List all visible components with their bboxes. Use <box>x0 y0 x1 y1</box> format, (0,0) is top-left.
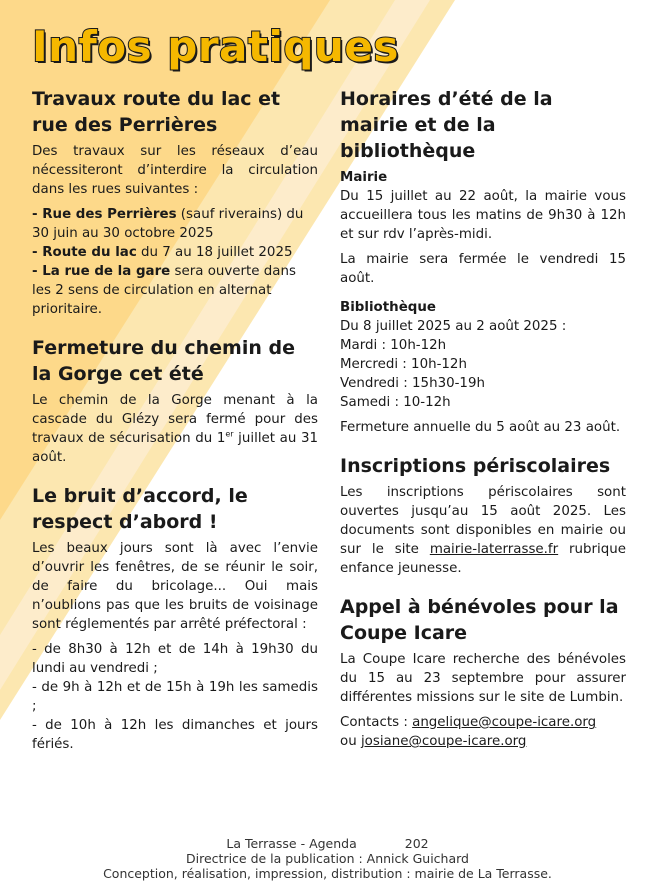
periscolaire-text-b: rubrique enfance jeunesse. <box>340 542 626 576</box>
biblio-hours: Mardi : 10h-12h <box>340 338 447 353</box>
section-periscolaire <box>340 453 626 578</box>
biblio-closed: Fermeture annuelle du 5 août au 23 août. <box>340 420 621 435</box>
travaux-item <box>32 205 318 243</box>
travaux-item <box>32 243 318 262</box>
periscolaire-text-a: Les inscriptions périscolaires sont ouvertes jusqu’au 15 août 2025. Les documents sont disponibles en mairie ou sur le site <box>340 485 626 557</box>
heading-bruit: Le bruit d’accord, le respect d’abord ! <box>32 485 248 533</box>
travaux-item-text: (sauf riverains) du 30 juin au 30 octobre 2025 <box>32 207 304 241</box>
page-number: 202 <box>404 836 429 851</box>
biblio-hours: Mercredi : 10h-12h <box>340 357 467 372</box>
gorge-sup: er <box>225 429 234 439</box>
gorge-text-a: Le chemin de la Gorge menant à la cascade du Glézy sera fermé pour des travaux de sécurisation du 1 <box>32 393 318 446</box>
contacts-line <box>340 713 626 732</box>
travaux-intro: Des travaux sur les réseaux d’eau nécessiteront d’interdire la circulation dans les rues suivantes : <box>32 144 318 197</box>
gorge-text-b: juillet au 31 août. <box>32 431 318 465</box>
footer-line-1 <box>0 836 655 851</box>
section-benevoles <box>340 594 626 751</box>
travaux-item-bold: - Rue des Perrières <box>32 207 177 222</box>
right-column <box>340 86 626 767</box>
bruit-item: - de 9h à 12h et de 15h à 19h les samedis ; <box>32 680 318 714</box>
contacts-or: ou <box>340 734 361 749</box>
page-title: Infos pratiques <box>32 22 399 71</box>
bruit-item: - de 10h à 12h les dimanches et jours fériés. <box>32 718 318 752</box>
section-bruit <box>32 483 318 754</box>
biblio-hours: Samedi : 10-12h <box>340 395 451 410</box>
email-link-angelique[interactable]: angelique@coupe-icare.org <box>412 715 597 730</box>
periscolaire-text <box>340 483 626 578</box>
travaux-item-text: sera ouverte dans les 2 sens de circulation en alternat prioritaire. <box>32 264 296 317</box>
footer-agenda: La Terrasse - Agenda <box>226 836 357 851</box>
travaux-item-bold: - La rue de la gare <box>32 264 171 279</box>
mairie-label: Mairie <box>340 170 388 185</box>
benevoles-text: La Coupe Icare recherche des bénévoles du 15 au 23 septembre pour assurer différentes missions sur le site de Lumbin. <box>340 652 626 705</box>
footer-line-2: Directrice de la publication : Annick Guichard <box>186 851 469 866</box>
mairie-text: Du 15 juillet au 22 août, la mairie vous accueillera tous les matins de 9h30 à 12h et sur rdv l’après-midi. <box>340 189 626 242</box>
biblio-hours: Vendredi : 15h30-19h <box>340 376 485 391</box>
footer <box>0 836 655 881</box>
email-link-josiane[interactable]: josiane@coupe-icare.org <box>360 734 527 749</box>
bruit-item: - de 8h30 à 12h et de 14h à 19h30 du lundi au vendredi ; <box>32 642 318 676</box>
gorge-text <box>32 391 318 467</box>
heading-travaux: Travaux route du lac et rue des Perrières <box>32 88 281 136</box>
travaux-item-bold: - Route du lac <box>32 245 137 260</box>
contacts-label: Contacts : <box>340 715 413 730</box>
bruit-intro: Les beaux jours sont là avec l’envie d’ouvrir les fenêtres, de se réunir le soir, de faire du bricolage... Oui mais n’oublions pas que les bruits de voisinage sont réglementés par arrêté préfectoral : <box>32 541 318 632</box>
heading-periscolaire: Inscriptions périscolaires <box>340 455 611 477</box>
heading-benevoles: Appel à bénévoles pour la Coupe Icare <box>340 596 619 644</box>
section-horaires <box>340 86 626 437</box>
left-column <box>32 86 318 770</box>
section-gorge <box>32 335 318 467</box>
biblio-period: Du 8 juillet 2025 au 2 août 2025 : <box>340 319 567 334</box>
heading-horaires: Horaires d’été de la mairie et de la bibliothèque <box>340 88 553 162</box>
section-travaux <box>32 86 318 319</box>
mairie-website-link[interactable]: mairie-laterrasse.fr <box>429 542 559 557</box>
footer-line-3: Conception, réalisation, impression, distribution : mairie de La Terrasse. <box>103 866 552 881</box>
travaux-item-text: du 7 au 18 juillet 2025 <box>136 245 293 260</box>
biblio-label: Bibliothèque <box>340 300 436 315</box>
heading-gorge: Fermeture du chemin de la Gorge cet été <box>32 337 295 385</box>
contacts-line-2 <box>340 732 626 751</box>
mairie-closed: La mairie sera fermée le vendredi 15 août. <box>340 252 626 286</box>
travaux-item <box>32 262 318 319</box>
